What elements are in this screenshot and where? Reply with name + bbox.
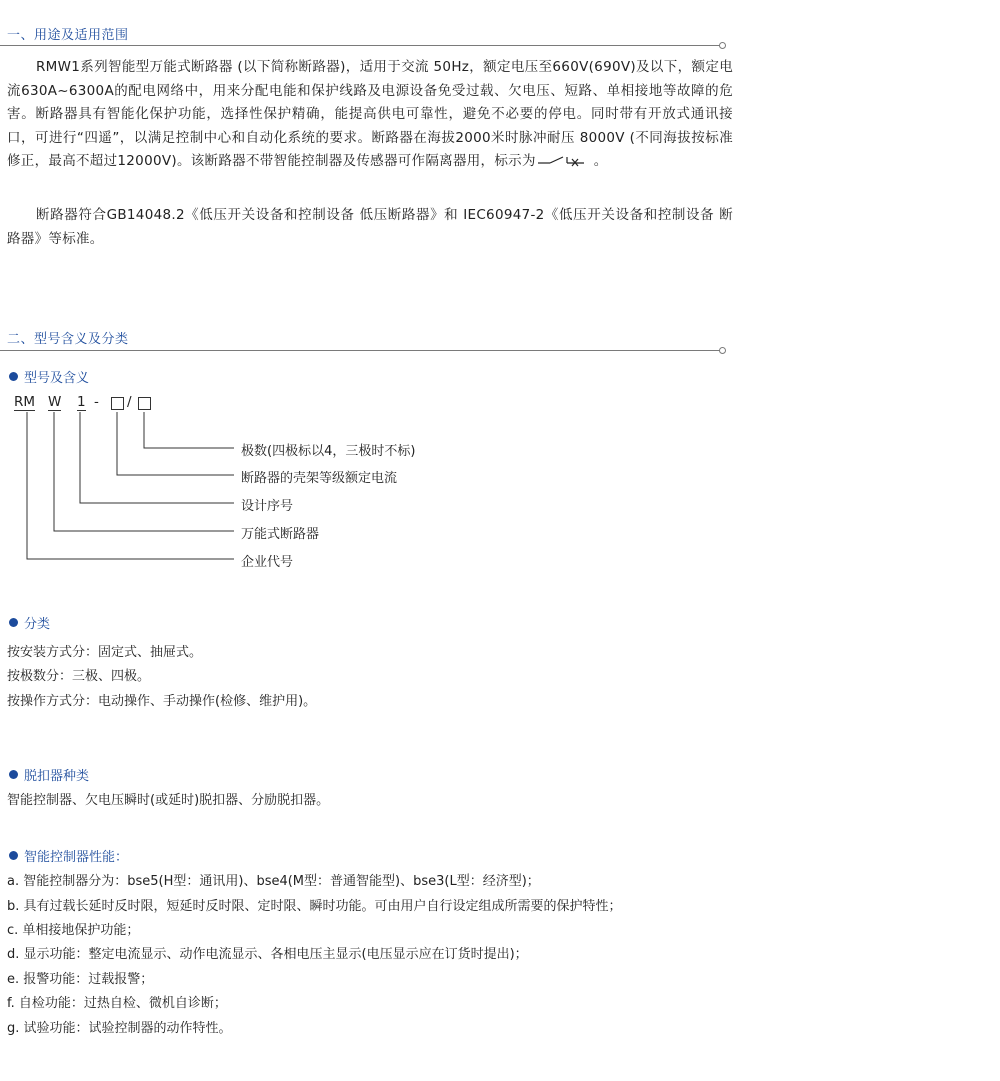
model-label-poles: 极数(四极标以4，三极时不标) [241,444,416,459]
list-item: a. 智能控制器分为：bse5(H型：通讯用)、bse4(M型：普通智能型)、bse3(L型：经济型)； [7,874,540,889]
bullet-icon [9,770,18,779]
bullet-icon [9,851,18,860]
list-item: d. 显示功能：整定电流显示、动作电流显示、各相电压主显示(电压显示应在订货时提出)； [7,947,528,962]
model-code-company: RM [14,394,36,410]
isolator-symbol-icon [536,153,594,167]
model-code-dash: - [94,394,99,410]
controller-heading-text: 智能控制器性能： [24,850,129,865]
model-diagram-lines [0,0,250,580]
usage-paragraph-text: RMW1系列智能型万能式断路器 (以下简称断路器)，适用于交流 50Hz，额定电压至660V(690V)及以下，额定电流630A~6300A的配电网络中，用来分配电能和保护线路及电源设备免受过载、欠电压、短路、单相接地等故障的危害。断路器具有智能化保护功能，选择性保护精确，能提高供电可靠性，避免不必要的停电。同时带有开放式通讯接口，可进行“四遥”，以满足控制中心和自动化系统的要求。断路器在海拔2000米时脉冲耐压 8000V (不同海拔按标准修正，最高不超过12000V)。该断路器不带智能控制器及传感器可作隔离器用，标示为 [7,59,733,169]
list-item: 按安装方式分：固定式、抽屉式。 [7,645,203,660]
model-label-company-code: 企业代号 [241,555,294,570]
controller-heading [9,846,128,865]
classification-heading-text: 分类 [24,617,51,632]
list-item: f. 自检功能：过热自检、微机自诊断； [7,996,227,1011]
model-heading-text: 型号及含义 [24,371,90,386]
model-label-frame-current: 断路器的壳架等级额定电流 [241,471,398,486]
model-code-slash: / [127,394,132,410]
model-code-type: W [48,394,62,410]
model-code-design: 1 [77,394,86,410]
list-item: 按极数分：三极、四极。 [7,669,151,684]
list-item: g. 试验功能：试验控制器的动作特性。 [7,1021,232,1036]
model-label-universal-breaker: 万能式断路器 [241,527,320,542]
standards-paragraph: 断路器符合GB14048.2《低压开关设备和控制设备 低压断路器》和 IEC60947-2《低压开关设备和控制设备 断路器》等标准。 [7,207,733,247]
list-item: c. 单相接地保护功能； [7,923,140,938]
list-item: e. 报警功能：过载报警； [7,972,154,987]
bullet-icon [9,618,18,627]
list-item: 智能控制器、欠电压瞬时(或延时)脱扣器、分励脱扣器。 [7,793,330,808]
classification-heading [9,613,50,632]
list-item: b. 具有过载长延时反时限，短延时反时限、定时限、瞬时功能。可由用户自行设定组成所需要的保护特性； [7,899,622,914]
release-types-heading [9,765,89,784]
model-label-design-number: 设计序号 [241,499,294,514]
section-title-model: 二、型号含义及分类 [7,332,129,347]
usage-paragraph-end: 。 [593,153,608,169]
list-item: 按操作方式分：电动操作、手动操作(检修、维护用)。 [7,694,317,709]
release-types-heading-text: 脱扣器种类 [24,769,90,784]
section-title-usage: 一、用途及适用范围 [7,28,129,43]
